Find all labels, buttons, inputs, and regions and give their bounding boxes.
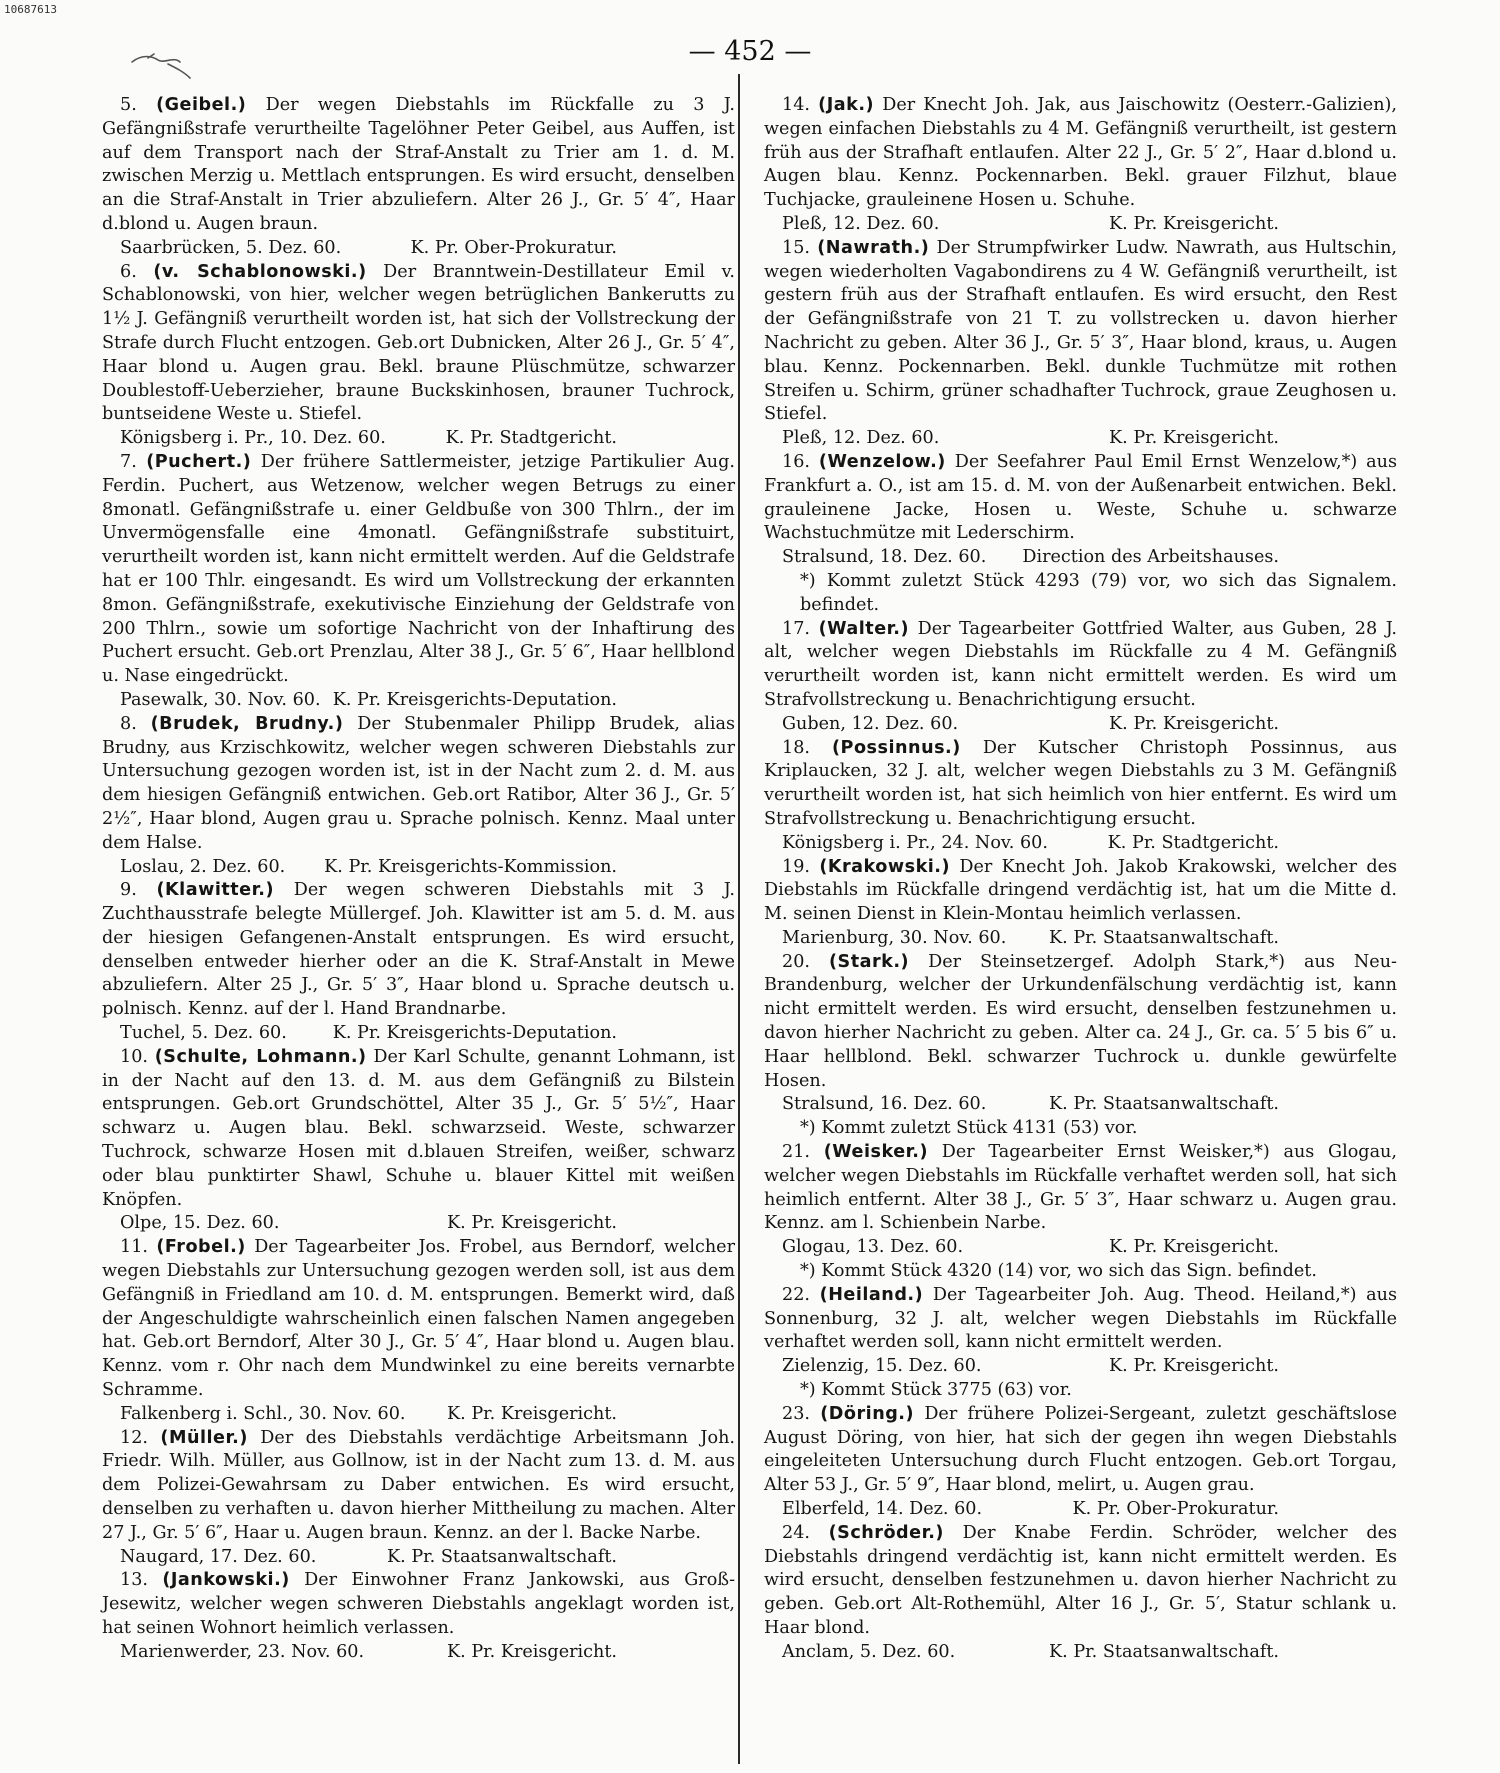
notice-authority: K. Pr. Stadtgericht. xyxy=(445,428,617,449)
notice-number: 20. xyxy=(782,951,810,972)
wanted-notice xyxy=(102,1569,735,1664)
notice-place-date: Elberfeld, 14. Dez. 60. xyxy=(782,1499,983,1520)
notice-body xyxy=(764,951,1397,1094)
notice-authority: K. Pr. Staatsanwaltschaft. xyxy=(1049,1094,1279,1115)
notice-number: 12. xyxy=(120,1427,148,1448)
notice-body xyxy=(102,1236,735,1403)
notice-number: 24. xyxy=(782,1522,810,1543)
wanted-notice xyxy=(102,261,735,451)
notice-text: Der des Diebstahls verdächtige Arbeitsmann Joh. Friedr. Wilh. Müller, aus Gollnow, ist in der Nacht zum 13. d. M. aus dem Polizei-Gewahrsam zu Daber entwichen. Es wird ersucht, denselben zu verhaften u. davon hierher Mittheilung zu machen. Alter 27 J., Gr. 5′ 6″, Haar u. Augen braun. Kennz. an der l. Backe Narbe. xyxy=(102,1427,735,1543)
notice-number: 22. xyxy=(782,1284,810,1305)
notice-name: (Wenzelow.) xyxy=(818,451,946,472)
notice-body xyxy=(764,1284,1397,1355)
notice-number: 14. xyxy=(782,95,810,115)
notice-signature-line xyxy=(102,1403,735,1427)
notice-body xyxy=(102,261,735,428)
notice-signature-line xyxy=(102,689,735,713)
notice-authority: K. Pr. Staatsanwaltschaft. xyxy=(1049,1641,1279,1662)
wanted-notice xyxy=(764,451,1397,618)
notice-name: (Jak.) xyxy=(818,95,875,115)
notice-place-date: Marienwerder, 23. Nov. 60. xyxy=(120,1641,365,1662)
notice-place-date: Stralsund, 16. Dez. 60. xyxy=(782,1094,987,1115)
notice-body xyxy=(764,237,1397,427)
notice-footnote: *) Kommt zuletzt Stück 4293 (79) vor, wo sich das Signalem. befindet. xyxy=(800,570,1397,615)
notice-text: Der Knecht Joh. Jak, aus Jaischowitz (Oesterr.-Galizien), wegen einfachen Diebstahls zu 4 M. Gefängniß verurtheilt, ist gestern früh aus der Strafhaft entlaufen. Alter 22 J., Gr. 5′ 2″, Haar d.blond u. Augen blau. Kennz. Pockennarben. Bekl. grauer Filzhut, blaue Tuchjacke, grauleinene Hosen u. Schuhe. xyxy=(764,95,1398,211)
notice-place-date: Anclam, 5. Dez. 60. xyxy=(782,1641,956,1662)
notice-name: (Heiland.) xyxy=(819,1284,924,1305)
column-divider xyxy=(738,74,740,1764)
notice-name: (Jankowski.) xyxy=(162,1570,290,1591)
notice-number: 9. xyxy=(120,880,137,901)
notice-body xyxy=(102,1046,735,1213)
notice-place-date: Stralsund, 18. Dez. 60. xyxy=(782,547,987,568)
notice-authority: K. Pr. Kreisgericht. xyxy=(446,1213,617,1234)
notice-footnote: *) Kommt zuletzt Stück 4131 (53) vor. xyxy=(800,1118,1138,1139)
wanted-notice xyxy=(764,737,1397,856)
notice-footnote: *) Kommt Stück 3775 (63) vor. xyxy=(800,1380,1072,1401)
notice-text: Der Stubenmaler Philipp Brudek, alias Brudny, aus Krzischkowitz, welcher wegen schweren Diebstahls zur Untersuchung gezogen worden ist, ist in der Nacht zum 2. d. M. aus dem hiesigen Gefängniß entwichen. Geb.ort Ratibor, Alter 36 J., Gr. 5′ 2½″, Haar blond, Augen grau u. Sprache polnisch. Kennz. Maal unter dem Halse. xyxy=(102,713,736,853)
notice-authority: Direction des Arbeitshauses. xyxy=(1022,547,1279,568)
notice-number: 10. xyxy=(120,1046,148,1067)
notice-authority: K. Pr. Kreisgericht. xyxy=(1108,428,1279,449)
notice-footnote: *) Kommt Stück 4320 (14) vor, wo sich das Sign. befindet. xyxy=(800,1261,1317,1282)
notice-body xyxy=(102,451,735,689)
notice-signature-line xyxy=(764,1355,1397,1379)
wanted-notice xyxy=(764,618,1397,737)
left-column xyxy=(102,94,735,1665)
notice-signature-line xyxy=(102,1546,735,1570)
notice-name: (Krakowski.) xyxy=(819,856,951,877)
wanted-notice xyxy=(764,1403,1397,1522)
notice-authority: K. Pr. Kreisgericht. xyxy=(1108,713,1279,734)
notice-text: Der Seefahrer Paul Emil Ernst Wenzelow,*) aus Frankfurt a. O., ist am 15. d. M. von der Außenarbeit entwichen. Bekl. grauleinene Jacke, Hosen u. Weste, Schuhe u. schwarze Wachstuchmütze mit Lederschirm. xyxy=(764,451,1398,544)
notice-text: Der Knabe Ferdin. Schröder, welcher des Diebstahls dringend verdächtig ist, kann nicht ermittelt werden. Es wird ersucht, denselben festzunehmen u. davon hierher Nachricht zu geben. Geb.ort Alt-Rothemühl, Alter 16 J., Gr. 5′, Statur schlank u. Haar blond. xyxy=(764,1522,1398,1638)
notice-name: (Müller.) xyxy=(160,1427,248,1448)
notice-signature-line xyxy=(102,856,735,880)
notice-authority: K. Pr. Kreisgericht. xyxy=(446,1403,617,1424)
notice-body xyxy=(764,451,1397,546)
notice-place-date: Pasewalk, 30. Nov. 60. xyxy=(120,689,321,710)
notice-authority: K. Pr. Kreisgerichts-Kommission. xyxy=(324,856,617,877)
notice-name: (Geibel.) xyxy=(156,95,247,115)
notice-text: Der Tagearbeiter Jos. Frobel, aus Berndorf, welcher wegen Diebstahls zur Untersuchung gezogen werden soll, ist aus dem Gefängniß in Friedland am 10. d. M. entsprungen. Bemerkt wird, daß der Angeschuldigte wahrscheinlich einen falschen Namen angegeben hat. Geb.ort Berndorf, Alter 30 J., Gr. 5′ 4″, Haar blond u. Augen blau. Kennz. vom r. Ohr nach dem Mundwinkel zu eine bereits vernarbte Schramme. xyxy=(102,1237,736,1401)
notice-signature-line xyxy=(102,237,735,261)
notice-name: (Puchert.) xyxy=(146,451,252,472)
wanted-notice xyxy=(764,1141,1397,1284)
notice-number: 8. xyxy=(120,713,137,734)
notice-signature-line xyxy=(102,427,735,451)
notice-signature-line xyxy=(764,213,1397,237)
notice-authority: K. Pr. Kreisgericht. xyxy=(446,1641,617,1662)
notice-signature-line xyxy=(764,1641,1397,1665)
notice-number: 5. xyxy=(120,95,137,115)
notice-name: (Schröder.) xyxy=(828,1522,944,1543)
notice-place-date: Marienburg, 30. Nov. 60. xyxy=(782,927,1007,948)
notice-signature-line xyxy=(102,1212,735,1236)
notice-name: (Klawitter.) xyxy=(156,880,275,901)
notice-signature-line xyxy=(764,427,1397,451)
wanted-notice xyxy=(102,1427,735,1570)
wanted-notice xyxy=(764,94,1397,237)
wanted-notice xyxy=(102,1046,735,1236)
notice-number: 6. xyxy=(120,261,137,282)
wanted-notice xyxy=(102,94,735,261)
wanted-notice xyxy=(764,1522,1397,1665)
notice-text: Der wegen schweren Diebstahls mit 3 J. Zuchthausstrafe belegte Müllergef. Joh. Klawitter ist am 5. d. M. aus der hiesigen Gefangenen-Anstalt entsprungen. Es wird ersucht, denselben entweder hierher oder an die K. Straf-Anstalt in Mewe abzuliefern. Alter 25 J., Gr. 5′ 3″, Haar blond u. Sprache deutsch u. polnisch. Kennz. auf der l. Hand Brandnarbe. xyxy=(102,880,735,1020)
notice-place-date: Loslau, 2. Dez. 60. xyxy=(120,856,286,877)
notice-number: 21. xyxy=(782,1142,810,1163)
notice-body xyxy=(102,1427,735,1546)
notice-body xyxy=(764,94,1397,213)
right-column xyxy=(764,94,1397,1665)
notice-authority: K. Pr. Kreisgerichts-Deputation. xyxy=(332,689,617,710)
notice-number: 16. xyxy=(782,451,810,472)
notice-authority: K. Pr. Staatsanwaltschaft. xyxy=(387,1546,617,1567)
notice-place-date: Naugard, 17. Dez. 60. xyxy=(120,1546,317,1567)
notice-body xyxy=(102,879,735,1022)
notice-number: 15. xyxy=(782,237,810,258)
wanted-notice xyxy=(764,856,1397,951)
notice-text: Der Branntwein-Destillateur Emil v. Schablonowski, von hier, welcher wegen betrüglichen Bankerutts zu 1½ J. Gefängniß verurtheilt worden ist, hat sich der Vollstreckung der Strafe durch Flucht entzogen. Geb.ort Dubnicken, Alter 26 J., Gr. 5′ 4″, Haar blond u. Augen grau. Bekl. braune Plüschmütze, schwarzer Doublestoff-Ueberzieher, braune Buckskinhosen, brauner Tuchrock, buntseidene Weste u. Stiefel. xyxy=(102,261,736,425)
notice-signature-line xyxy=(102,1641,735,1665)
notice-signature-line xyxy=(764,1093,1397,1117)
notice-number: 23. xyxy=(782,1403,810,1424)
wanted-notice xyxy=(102,713,735,880)
notice-name: (Brudek, Brudny.) xyxy=(150,713,344,734)
notice-signature-line xyxy=(102,1022,735,1046)
notice-name: (v. Schablonowski.) xyxy=(153,261,367,282)
notice-signature-line xyxy=(764,927,1397,951)
page-number: — 452 — xyxy=(688,36,812,67)
wanted-notice xyxy=(102,879,735,1046)
notice-number: 11. xyxy=(120,1237,148,1258)
notice-signature-line xyxy=(764,546,1397,570)
notice-name: (Weisker.) xyxy=(823,1142,929,1163)
notice-text: Der wegen Diebstahls im Rückfalle zu 3 J. Gefängnißstrafe verurtheilte Tagelöhner Peter Geibel, aus Auffen, ist auf dem Transport nach der Straf-Anstalt zu Trier am 1. d. M. zwischen Merzig u. Mettlach entsprungen. Es wird ersucht, denselben an die Straf-Anstalt in Trier abzuliefern. Alter 26 J., Gr. 5′ 4″, Haar d.blond u. Augen braun. xyxy=(102,95,736,234)
notice-place-date: Königsberg i. Pr., 24. Nov. 60. xyxy=(782,832,1048,853)
notice-name: (Walter.) xyxy=(818,618,910,639)
notice-number: 19. xyxy=(782,856,810,877)
notice-text: Der Einwohner Franz Jankowski, aus Groß-Jesewitz, welcher wegen schweren Diebstahls angeklagt worden ist, hat seinen Wohnort heimlich verlassen. xyxy=(102,1570,736,1638)
notice-name: (Schulte, Lohmann.) xyxy=(154,1046,367,1067)
notice-place-date: Guben, 12. Dez. 60. xyxy=(782,713,959,734)
notice-number: 18. xyxy=(782,737,810,758)
notice-signature-line xyxy=(764,713,1397,737)
notice-name: (Döring.) xyxy=(820,1403,915,1424)
notice-name: (Possinnus.) xyxy=(832,737,961,758)
notice-place-date: Glogau, 13. Dez. 60. xyxy=(782,1237,964,1258)
notice-authority: K. Pr. Ober-Prokuratur. xyxy=(1072,1499,1279,1520)
notice-text: Der Tagearbeiter Joh. Aug. Theod. Heiland,*) aus Sonnenburg, 32 J. alt, welcher wegen Diebstahls im Rückfalle verhaftet werden soll, kann nicht ermittelt werden. xyxy=(764,1284,1398,1353)
notice-body xyxy=(764,1141,1397,1236)
wanted-notice xyxy=(764,237,1397,451)
notice-authority: K. Pr. Kreisgericht. xyxy=(1108,1237,1279,1258)
notice-place-date: Tuchel, 5. Dez. 60. xyxy=(120,1023,287,1044)
notice-text: Der Strumpfwirker Ludw. Nawrath, aus Hultschin, wegen wiederholten Vagabondirens zu 4 W. Gefängniß verurtheilt, ist gestern früh aus der Strafhaft entlaufen. Es wird ersucht, den Rest der Gefängnißstrafe von 21 T. zu vollstrecken u. davon hierher Nachricht zu geben. Alter 36 J., Gr. 5′ 3″, Haar blond, kraus, u. Augen blau. Kennz. Pockennarben. Bekl. dunkle Tuchmütze mit rothen Streifen u. Schirm, grüner schadhafter Tuchrock, graue Zeughosen u. Stiefel. xyxy=(764,237,1397,425)
notice-body xyxy=(764,1522,1397,1641)
notice-body xyxy=(764,737,1397,832)
scan-id: 10687613 xyxy=(4,3,57,16)
notice-authority: K. Pr. Stadtgericht. xyxy=(1107,832,1279,853)
notice-body xyxy=(102,713,735,856)
notice-name: (Frobel.) xyxy=(156,1237,246,1258)
notice-text: Der Kutscher Christoph Possinnus, aus Kriplaucken, 32 J. alt, welcher wegen Diebstahls zu 3 M. Gefängniß verurtheilt worden ist, hat sich heimlich von hier entfernt. Es wird um Strafvollstreckung u. Benachrichtigung ersucht. xyxy=(764,737,1398,829)
wanted-notice xyxy=(102,451,735,713)
notice-authority: K. Pr. Kreisgerichts-Deputation. xyxy=(332,1023,617,1044)
notice-body xyxy=(764,618,1397,713)
notice-authority: K. Pr. Kreisgericht. xyxy=(1108,213,1279,234)
notice-authority: K. Pr. Kreisgericht. xyxy=(1108,1356,1279,1377)
notice-number: 7. xyxy=(120,451,137,472)
notice-text: Der Karl Schulte, genannt Lohmann, ist in der Nacht auf den 13. d. M. aus dem Gefängniß zu Bilstein entsprungen. Geb.ort Grundschöttel, Alter 35 J., Gr. 5′ 5½″, Haar schwarz u. Augen blau. Bekl. schwarzseid. Weste, schwarzer Tuchrock, schwarze Hosen mit d.blauen Streifen, weißer, schwarz oder blau punktirter Shawl, Schuhe u. blauer Kittel mit weißen Knöpfen. xyxy=(102,1046,735,1210)
notice-number: 17. xyxy=(782,618,810,639)
notice-number: 13. xyxy=(120,1570,148,1591)
notice-place-date: Saarbrücken, 5. Dez. 60. xyxy=(120,237,342,258)
notice-body xyxy=(764,1403,1397,1498)
notice-place-date: Königsberg i. Pr., 10. Dez. 60. xyxy=(120,428,386,449)
notice-name: (Stark.) xyxy=(829,951,910,972)
notice-name: (Nawrath.) xyxy=(817,237,930,258)
notice-text: Der Knecht Joh. Jakob Krakowski, welcher des Diebstahls im Rückfalle dringend verdächtig ist, hat um die Mitte d. M. seinen Dienst in Klein-Montau heimlich verlassen. xyxy=(764,856,1398,925)
wanted-notice xyxy=(764,1284,1397,1403)
notice-signature-line xyxy=(764,832,1397,856)
notice-text: Der Steinsetzergef. Adolph Stark,*) aus Neu-Brandenburg, welcher der Urkundenfälschung verdächtig ist, kann nicht ermittelt werden. Es wird ersucht, denselben festzunehmen u. davon hierher Nachricht zu geben. Alter ca. 24 J., Gr. ca. 5′ 5 bis 6″ u. Haar hellblond. Bekl. schwarzer Tuchrock u. dunkle gewürfelte Hosen. xyxy=(764,951,1397,1091)
notice-text: Der frühere Polizei-Sergeant, zuletzt geschäftslose August Döring, von hier, hat sich der gegen ihn wegen Diebstahls eingeleiteten Untersuchung durch Flucht entzogen. Geb.ort Torgau, Alter 53 J., Gr. 5′ 9″, Haar blond, melirt, u. Augen grau. xyxy=(764,1403,1398,1496)
notice-body xyxy=(764,856,1397,927)
notice-signature-line xyxy=(764,1498,1397,1522)
notice-text: Der frühere Sattlermeister, jetzige Partikulier Aug. Ferdin. Puchert, aus Wetzenow, welcher wegen Betrugs zu einer 8monatl. Gefängnißstrafe u. einer Geldbuße von 300 Thlrn., der im Unvermögensfalle eine 4monatl. Gefängnißstrafe substituirt, verurtheilt worden ist, kann nicht ermittelt werden. Auf die Geldstrafe hat er 100 Thlr. eingesandt. Es wird um Vollstreckung der erkannten 8mon. Gefängnißstrafe, exekutivische Einziehung der Geldstrafe von 200 Thlrn., sowie um sofortige Nachricht von der Inhaftirung des Puchert ersucht. Geb.ort Prenzlau, Alter 38 J., Gr. 5′ 6″, Haar hellblond u. Nase eingedrückt. xyxy=(102,451,735,687)
notice-body xyxy=(102,1569,735,1640)
notice-body xyxy=(102,94,735,237)
notice-place-date: Zielenzig, 15. Dez. 60. xyxy=(782,1356,982,1377)
notice-place-date: Olpe, 15. Dez. 60. xyxy=(120,1213,280,1234)
notice-text: Der Tagearbeiter Gottfried Walter, aus Guben, 28 J. alt, welcher wegen Diebstahls im Rückfalle zu 4 M. Gefängniß verurtheilt worden ist, kann nicht ermittelt werden. Es wird um Strafvollstreckung u. Benachrichtigung ersucht. xyxy=(764,618,1398,710)
notice-signature-line xyxy=(764,1236,1397,1260)
notice-authority: K. Pr. Staatsanwaltschaft. xyxy=(1049,927,1279,948)
notice-place-date: Pleß, 12. Dez. 60. xyxy=(782,213,940,234)
notice-place-date: Falkenberg i. Schl., 30. Nov. 60. xyxy=(120,1403,406,1424)
notice-authority: K. Pr. Ober-Prokuratur. xyxy=(410,237,617,258)
wanted-notice xyxy=(102,1236,735,1426)
notice-place-date: Pleß, 12. Dez. 60. xyxy=(782,428,940,449)
wanted-notice xyxy=(764,951,1397,1141)
notice-text: Der Tagearbeiter Ernst Weisker,*) aus Glogau, welcher wegen Diebstahls im Rückfalle verhaftet werden soll, hat sich heimlich entfernt. Alter 38 J., Gr. 5′ 3″, Haar schwarz u. Augen grau. Kennz. am l. Schienbein Narbe. xyxy=(764,1142,1397,1234)
